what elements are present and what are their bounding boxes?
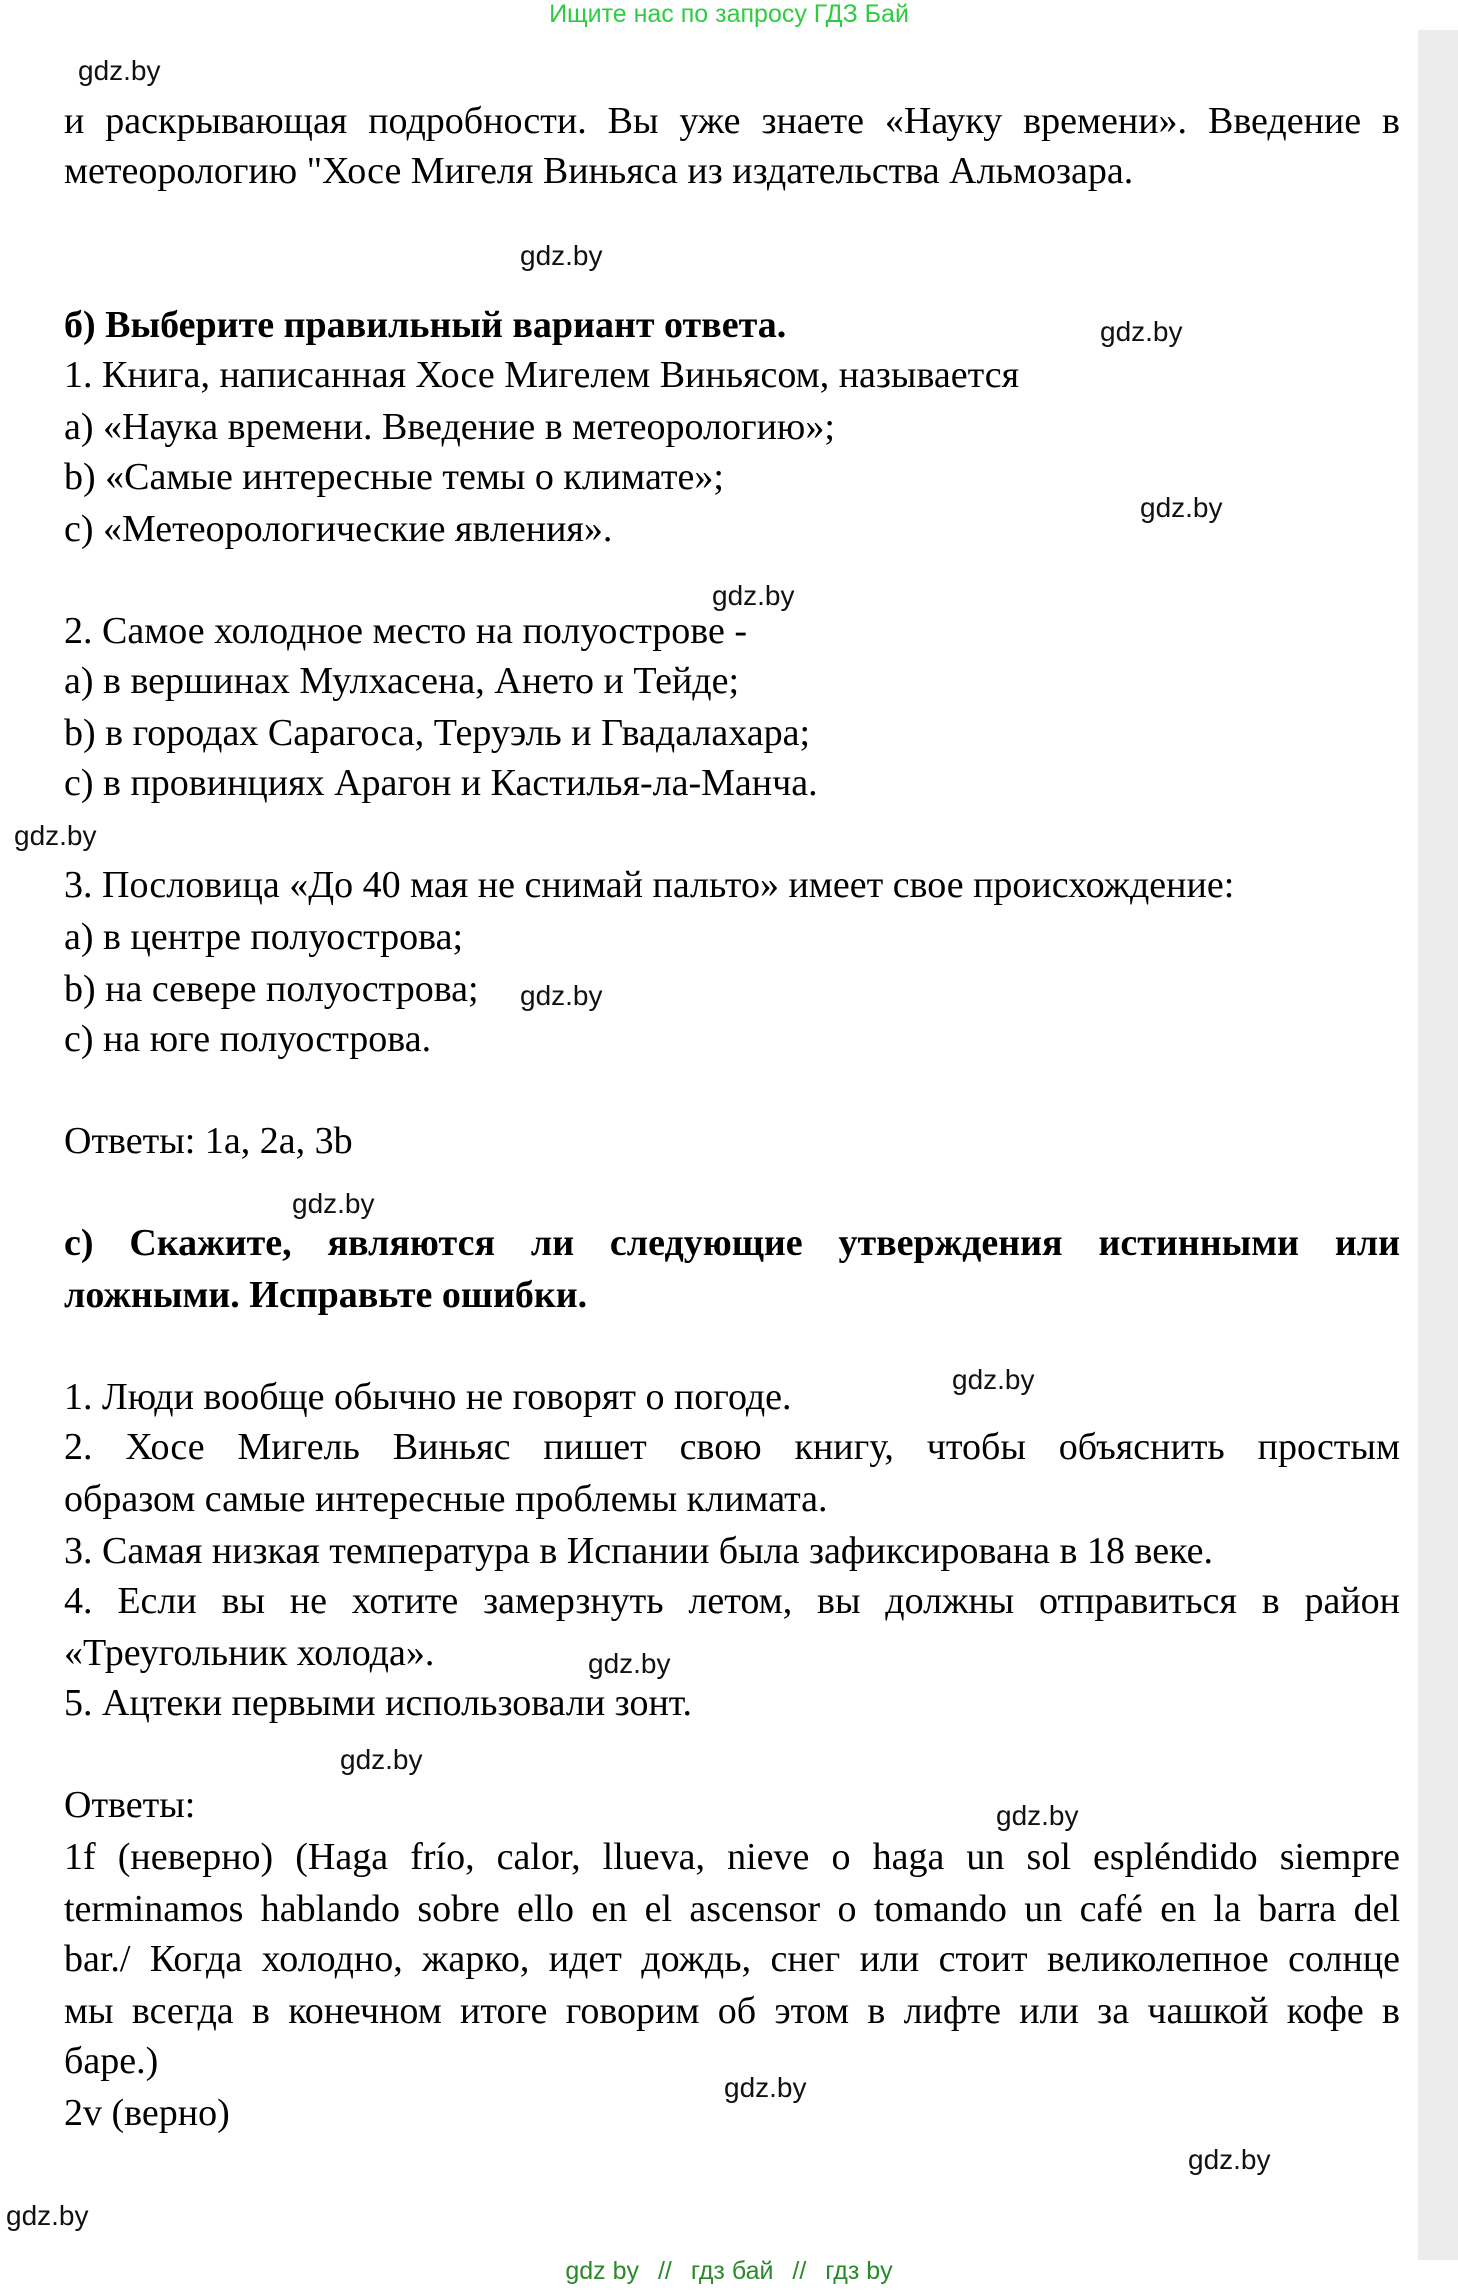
section-b-heading: б) Выберите правильный вариант ответа. [64,304,787,346]
watermark: gdz.by [14,820,97,851]
option-3a: а) в центре полуострова; [64,916,464,958]
answer-1: 1f (неверно) (Haga frío, calor, llueva, nieve o haga un sol espléndido siempre [64,1836,1400,1878]
watermark: gdz.by [1188,2144,1271,2175]
option-3c: c) на юге полуострова. [64,1018,432,1060]
section-c-heading: с) Скажите, являются ли следующие утверждения истинными или [64,1222,1400,1264]
statement-4: «Треугольник холода». [64,1632,435,1674]
watermark: gdz.by [340,1744,423,1775]
question-2: 2. Самое холодное место на полуострове - [64,610,748,652]
answer-2: 2v (верно) [64,2092,230,2134]
option-2c: c) в провинциях Арагон и Кастилья-ла-Манча. [64,762,818,804]
footer-links [0,2256,1458,2286]
statement-4: 4. Если вы не хотите замерзнуть летом, вы должны отправиться в район [64,1580,1400,1622]
statement-1: 1. Люди вообще обычно не говорят о погоде. [64,1376,792,1418]
answers-b: Ответы: 1a, 2a, 3b [64,1120,353,1162]
footer-separator: // [792,2257,807,2285]
watermark: gdz.by [588,1648,671,1679]
option-2b: b) в городах Сарагоса, Теруэль и Гвадалахара; [64,712,811,754]
footer-separator: // [657,2257,672,2285]
watermark: gdz.by [712,580,795,611]
watermark: gdz.by [996,1800,1079,1831]
intro-line: метеорологию "Хосе Мигеля Виньяса из издательства Альмозара. [64,150,1134,192]
footer-link[interactable]: гдз бай [690,2257,774,2285]
intro-line: и раскрывающая подробности. Вы уже знаете «Науку времени». Введение в [64,100,1400,142]
watermark: gdz.by [78,55,161,86]
statement-2: 2. Хосе Мигель Виньяс пишет свою книгу, чтобы объяснить простым [64,1426,1400,1468]
statement-5: 5. Ацтеки первыми использовали зонт. [64,1682,693,1724]
answer-1: баре.) [64,2040,159,2082]
watermark: gdz.by [520,240,603,271]
watermark: gdz.by [6,2200,89,2231]
right-margin-strip [1418,30,1458,2260]
option-1c: c) «Метеорологические явления». [64,508,613,550]
statement-2: образом самые интересные проблемы климата. [64,1478,828,1520]
statement-3: 3. Самая низкая температура в Испании была зафиксирована в 18 веке. [64,1530,1213,1572]
answer-1: terminamos hablando sobre ello en el ascensor o tomando un café en la barra del [64,1888,1400,1930]
watermark: gdz.by [520,980,603,1011]
footer-link[interactable]: гдз by [825,2257,893,2285]
answer-1: мы всегда в конечном итоге говорим об этом в лифте или за чашкой кофе в [64,1990,1400,2032]
option-1b: b) «Самые интересные темы о климате»; [64,456,724,498]
answers-c-label: Ответы: [64,1784,196,1826]
footer-link[interactable]: gdz by [565,2257,640,2285]
watermark: gdz.by [1100,316,1183,347]
option-1a: а) «Наука времени. Введение в метеорологию»; [64,406,835,448]
question-3: 3. Пословица «До 40 мая не снимай пальто» имеет свое происхождение: [64,864,1235,906]
option-3b: b) на севере полуострова; [64,968,479,1010]
option-2a: а) в вершинах Мулхасена, Ането и Тейде; [64,660,740,702]
watermark: gdz.by [1140,492,1223,523]
search-hint-banner[interactable]: Ищите нас по запросу ГДЗ Бай [549,0,909,28]
section-c-heading: ложными. Исправьте ошибки. [64,1274,588,1316]
answer-1: bar./ Когда холодно, жарко, идет дождь, снег или стоит великолепное солнце [64,1938,1400,1980]
watermark: gdz.by [724,2072,807,2103]
watermark: gdz.by [292,1188,375,1219]
watermark: gdz.by [952,1364,1035,1395]
question-1: 1. Книга, написанная Хосе Мигелем Виньясом, называется [64,354,1020,396]
